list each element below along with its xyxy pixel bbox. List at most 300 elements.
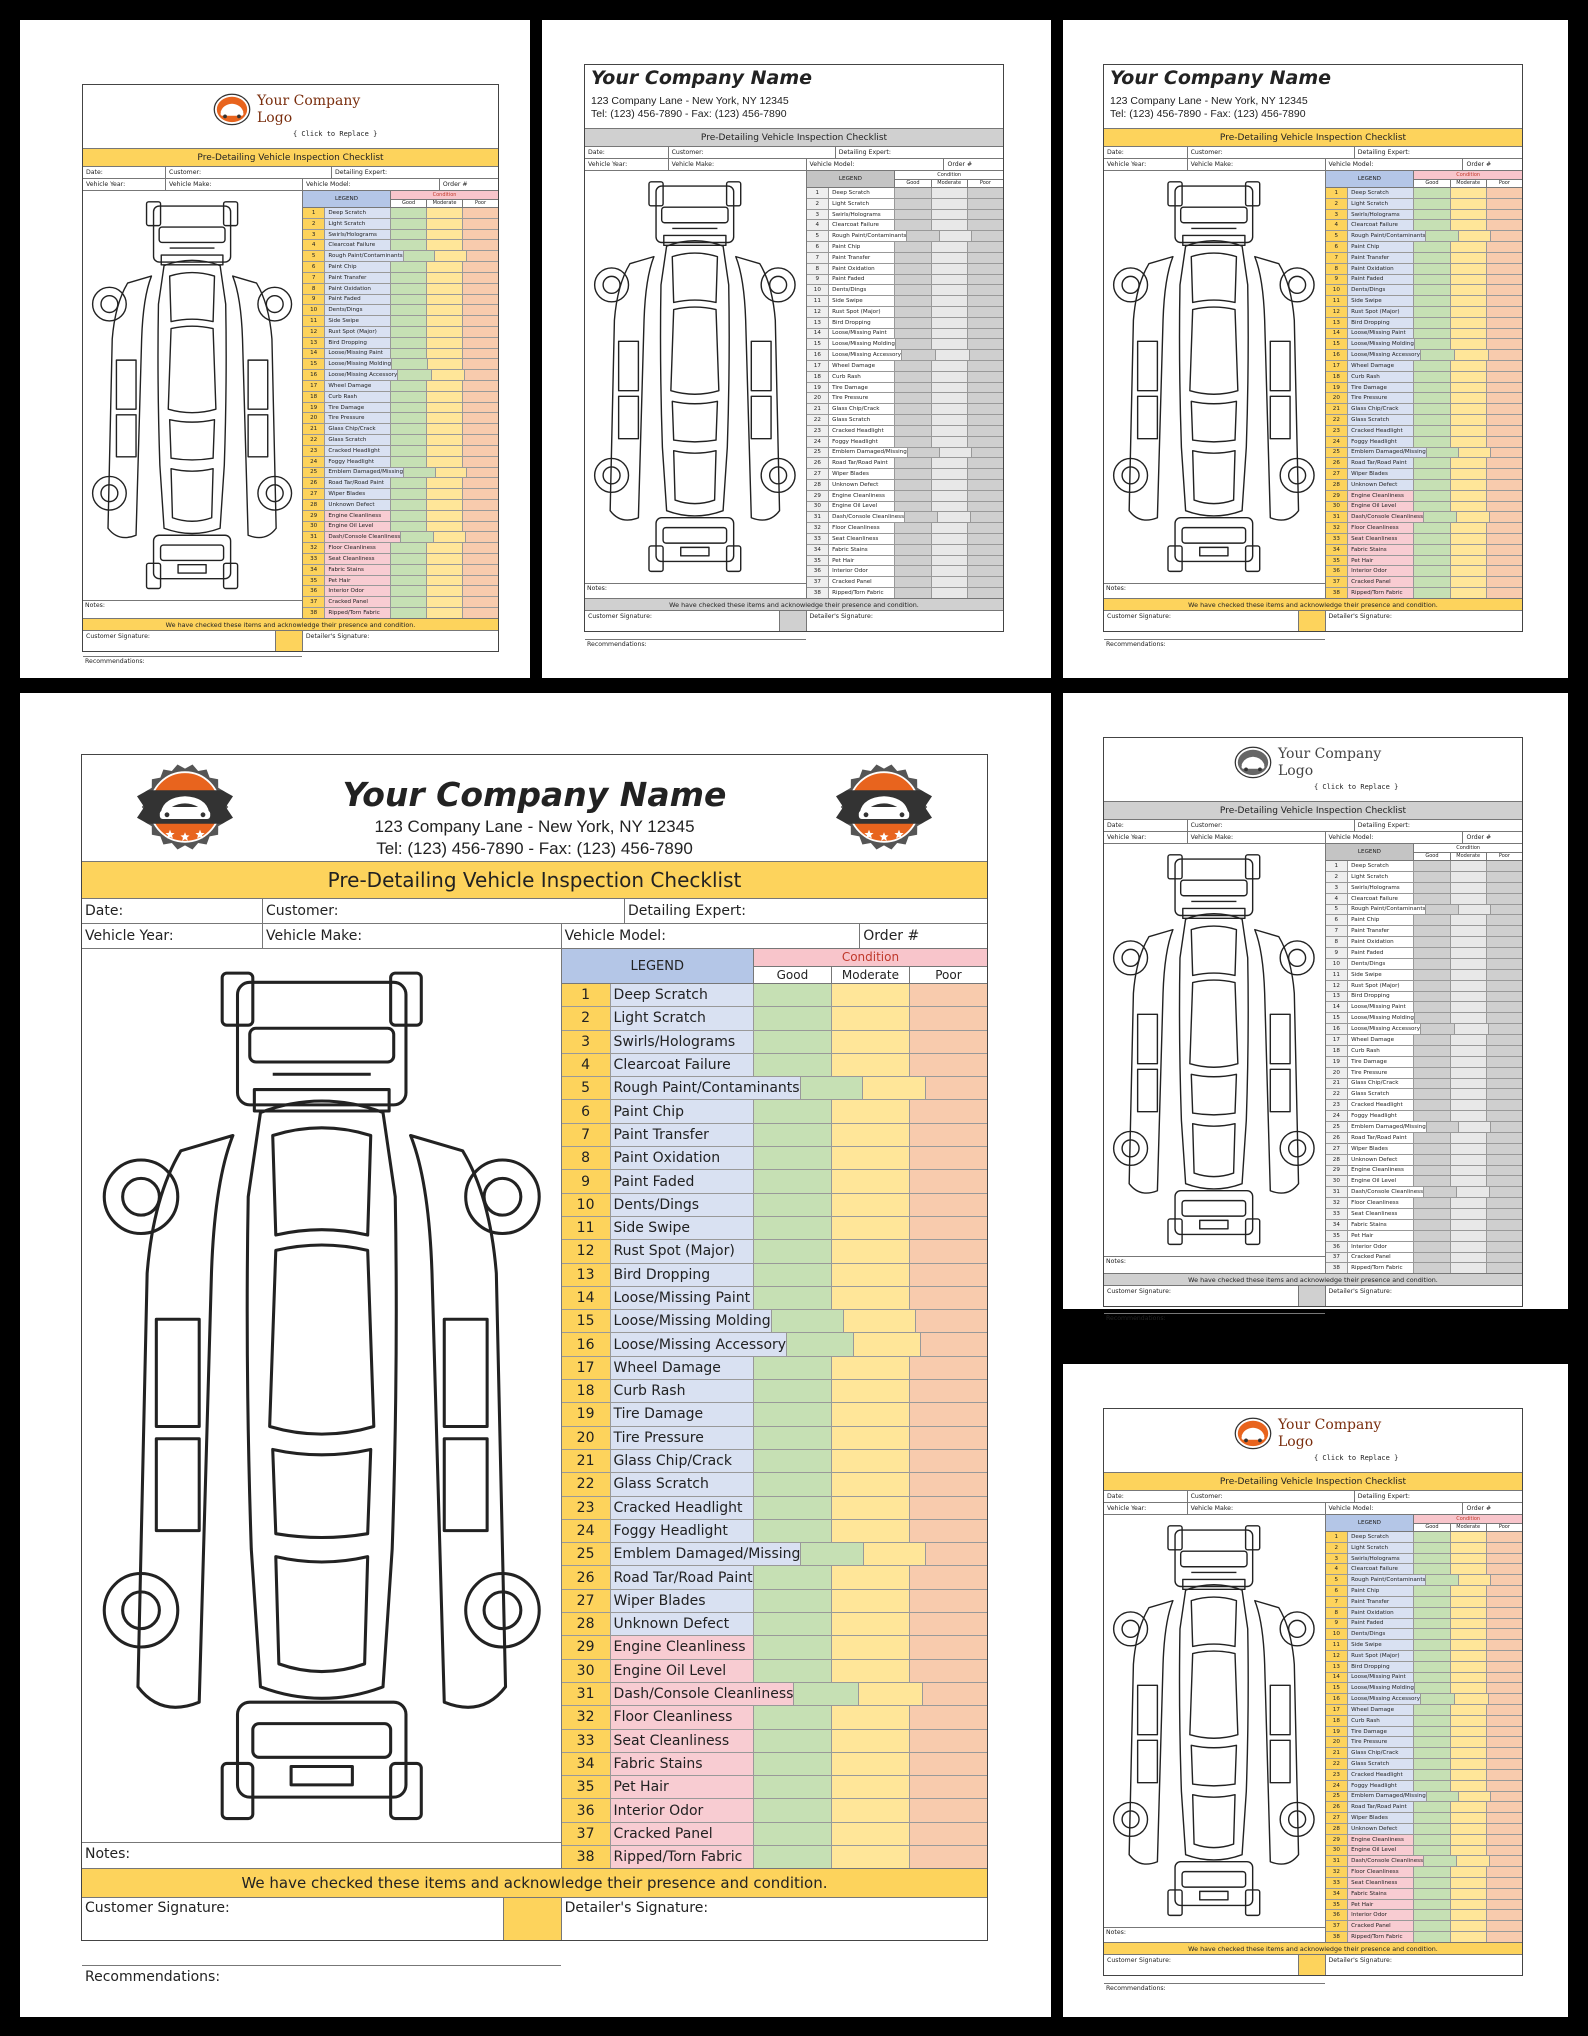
poor-checkbox[interactable] [1487, 372, 1522, 382]
good-checkbox[interactable] [895, 210, 931, 220]
poor-checkbox[interactable] [968, 556, 1003, 566]
moderate-checkbox[interactable] [832, 1170, 910, 1192]
good-checkbox[interactable] [907, 231, 939, 241]
poor-checkbox[interactable] [972, 448, 1003, 458]
good-checkbox[interactable] [391, 295, 427, 305]
good-checkbox[interactable] [1414, 393, 1450, 403]
poor-checkbox[interactable] [910, 1007, 987, 1029]
poor-checkbox[interactable] [968, 491, 1003, 501]
good-checkbox[interactable] [1414, 1813, 1450, 1823]
moderate-checkbox[interactable] [1451, 1651, 1487, 1661]
poor-checkbox[interactable] [465, 370, 498, 380]
poor-checkbox[interactable] [1487, 545, 1522, 555]
good-checkbox[interactable] [1414, 1716, 1450, 1726]
moderate-checkbox[interactable] [1455, 350, 1489, 360]
good-checkbox[interactable] [754, 1730, 832, 1752]
order-number-field[interactable] [440, 179, 498, 190]
moderate-checkbox[interactable] [1451, 264, 1487, 274]
moderate-checkbox[interactable] [1451, 588, 1487, 598]
moderate-checkbox[interactable] [1451, 383, 1487, 393]
poor-checkbox[interactable] [1487, 242, 1522, 252]
good-checkbox[interactable] [391, 478, 427, 488]
poor-checkbox[interactable] [1487, 220, 1522, 230]
poor-checkbox[interactable] [1489, 1694, 1522, 1704]
moderate-checkbox[interactable] [1459, 231, 1491, 241]
good-checkbox[interactable] [787, 1333, 854, 1355]
customer-field[interactable] [263, 899, 625, 923]
poor-checkbox[interactable] [1487, 307, 1522, 317]
good-checkbox[interactable] [1414, 1597, 1450, 1607]
good-checkbox[interactable] [754, 1100, 832, 1122]
good-checkbox[interactable] [1414, 1921, 1450, 1931]
poor-checkbox[interactable] [1487, 872, 1522, 882]
poor-checkbox[interactable] [463, 219, 498, 229]
vehicle-year-field[interactable] [1104, 159, 1188, 170]
moderate-checkbox[interactable] [1451, 491, 1487, 501]
good-checkbox[interactable] [754, 1217, 832, 1239]
moderate-checkbox[interactable] [1451, 1057, 1487, 1067]
moderate-checkbox[interactable] [1451, 970, 1487, 980]
good-checkbox[interactable] [1414, 1089, 1450, 1099]
poor-checkbox[interactable] [463, 327, 498, 337]
poor-checkbox[interactable] [463, 240, 498, 250]
moderate-checkbox[interactable] [1451, 1002, 1487, 1012]
poor-checkbox[interactable] [1487, 1253, 1522, 1263]
good-checkbox[interactable] [1414, 1209, 1450, 1219]
moderate-checkbox[interactable] [938, 512, 971, 522]
poor-checkbox[interactable] [1487, 1781, 1522, 1791]
poor-checkbox[interactable] [1487, 1759, 1522, 1769]
poor-checkbox[interactable] [1487, 1198, 1522, 1208]
moderate-checkbox[interactable] [1451, 426, 1487, 436]
good-checkbox[interactable] [1414, 894, 1450, 904]
good-checkbox[interactable] [895, 502, 931, 512]
moderate-checkbox[interactable] [435, 251, 467, 261]
good-checkbox[interactable] [1414, 872, 1450, 882]
moderate-checkbox[interactable] [427, 305, 463, 315]
poor-checkbox[interactable] [910, 1380, 987, 1402]
good-checkbox[interactable] [1414, 415, 1450, 425]
good-checkbox[interactable] [895, 480, 931, 490]
moderate-checkbox[interactable] [1451, 1705, 1487, 1715]
good-checkbox[interactable] [1414, 1057, 1450, 1067]
good-checkbox[interactable] [1414, 1673, 1450, 1683]
poor-checkbox[interactable] [1487, 577, 1522, 587]
moderate-checkbox[interactable] [427, 284, 463, 294]
poor-checkbox[interactable] [1487, 437, 1522, 447]
poor-checkbox[interactable] [910, 1450, 987, 1472]
moderate-checkbox[interactable] [932, 534, 968, 544]
moderate-checkbox[interactable] [1451, 577, 1487, 587]
poor-checkbox[interactable] [971, 512, 1003, 522]
moderate-checkbox[interactable] [940, 448, 972, 458]
poor-checkbox[interactable] [1487, 1662, 1522, 1672]
good-checkbox[interactable] [754, 1264, 832, 1286]
poor-checkbox[interactable] [1487, 981, 1522, 991]
moderate-checkbox[interactable] [1451, 480, 1487, 490]
good-checkbox[interactable] [895, 404, 931, 414]
good-checkbox[interactable] [905, 512, 938, 522]
poor-checkbox[interactable] [910, 1776, 987, 1798]
moderate-checkbox[interactable] [832, 1776, 910, 1798]
good-checkbox[interactable] [1414, 959, 1450, 969]
detailer-signature-field[interactable] [303, 631, 498, 651]
good-checkbox[interactable] [902, 350, 936, 360]
poor-checkbox[interactable] [1487, 1846, 1522, 1856]
moderate-checkbox[interactable] [832, 1660, 910, 1682]
moderate-checkbox[interactable] [1451, 1889, 1487, 1899]
poor-checkbox[interactable] [1487, 1619, 1522, 1629]
moderate-checkbox[interactable] [832, 1520, 910, 1542]
vehicle-model-field[interactable] [807, 159, 945, 170]
moderate-checkbox[interactable] [863, 1077, 925, 1099]
good-checkbox[interactable] [895, 393, 931, 403]
poor-checkbox[interactable] [1487, 1231, 1522, 1241]
good-checkbox[interactable] [754, 1357, 832, 1379]
moderate-checkbox[interactable] [1459, 1575, 1491, 1585]
good-checkbox[interactable] [1414, 199, 1450, 209]
poor-checkbox[interactable] [463, 543, 498, 553]
good-checkbox[interactable] [1427, 1122, 1459, 1132]
moderate-checkbox[interactable] [1451, 275, 1487, 285]
moderate-checkbox[interactable] [1451, 1608, 1487, 1618]
good-checkbox[interactable] [1424, 1856, 1457, 1866]
moderate-checkbox[interactable] [428, 359, 464, 369]
vehicle-model-field[interactable] [1326, 832, 1464, 843]
moderate-checkbox[interactable] [1451, 1716, 1487, 1726]
poor-checkbox[interactable] [910, 1753, 987, 1775]
moderate-checkbox[interactable] [1451, 1683, 1487, 1693]
good-checkbox[interactable] [1414, 1166, 1450, 1176]
moderate-checkbox[interactable] [932, 329, 968, 339]
moderate-checkbox[interactable] [1451, 253, 1487, 263]
good-checkbox[interactable] [391, 511, 427, 521]
good-checkbox[interactable] [801, 1543, 863, 1565]
moderate-checkbox[interactable] [832, 1287, 910, 1309]
recommendations-field[interactable] [82, 1965, 561, 1988]
moderate-checkbox[interactable] [932, 253, 968, 263]
poor-checkbox[interactable] [1487, 188, 1522, 198]
good-checkbox[interactable] [895, 318, 931, 328]
poor-checkbox[interactable] [466, 532, 498, 542]
good-checkbox[interactable] [391, 489, 427, 499]
poor-checkbox[interactable] [1487, 1878, 1522, 1888]
poor-checkbox[interactable] [1487, 534, 1522, 544]
poor-checkbox[interactable] [910, 1031, 987, 1053]
recommendations-field[interactable] [1104, 1313, 1325, 1323]
good-checkbox[interactable] [895, 588, 931, 598]
poor-checkbox[interactable] [968, 469, 1003, 479]
moderate-checkbox[interactable] [1451, 1770, 1487, 1780]
moderate-checkbox[interactable] [832, 1566, 910, 1588]
poor-checkbox[interactable] [463, 522, 498, 532]
poor-checkbox[interactable] [1487, 926, 1522, 936]
poor-checkbox[interactable] [1487, 1564, 1522, 1574]
moderate-checkbox[interactable] [1451, 926, 1487, 936]
poor-checkbox[interactable] [926, 1077, 987, 1099]
recommendations-field[interactable] [1104, 1983, 1325, 1993]
good-checkbox[interactable] [754, 1590, 832, 1612]
good-checkbox[interactable] [754, 1473, 832, 1495]
moderate-checkbox[interactable] [1451, 1835, 1487, 1845]
good-checkbox[interactable] [1414, 242, 1450, 252]
poor-checkbox[interactable] [968, 480, 1003, 490]
moderate-checkbox[interactable] [1451, 1802, 1487, 1812]
good-checkbox[interactable] [895, 199, 931, 209]
good-checkbox[interactable] [1414, 1889, 1450, 1899]
poor-checkbox[interactable] [968, 275, 1003, 285]
good-checkbox[interactable] [754, 1613, 832, 1635]
poor-checkbox[interactable] [968, 220, 1003, 230]
good-checkbox[interactable] [391, 424, 427, 434]
moderate-checkbox[interactable] [1451, 404, 1487, 414]
poor-checkbox[interactable] [968, 404, 1003, 414]
poor-checkbox[interactable] [910, 1170, 987, 1192]
poor-checkbox[interactable] [968, 188, 1003, 198]
moderate-checkbox[interactable] [940, 231, 972, 241]
poor-checkbox[interactable] [463, 262, 498, 272]
good-checkbox[interactable] [1414, 1532, 1450, 1542]
moderate-checkbox[interactable] [932, 372, 968, 382]
moderate-checkbox[interactable] [1451, 437, 1487, 447]
poor-checkbox[interactable] [1487, 296, 1522, 306]
moderate-checkbox[interactable] [932, 361, 968, 371]
moderate-checkbox[interactable] [1451, 981, 1487, 991]
good-checkbox[interactable] [1414, 318, 1450, 328]
poor-checkbox[interactable] [910, 1054, 987, 1076]
moderate-checkbox[interactable] [932, 199, 968, 209]
moderate-checkbox[interactable] [1451, 1253, 1487, 1263]
moderate-checkbox[interactable] [1455, 1694, 1489, 1704]
moderate-checkbox[interactable] [427, 392, 463, 402]
poor-checkbox[interactable] [910, 1823, 987, 1845]
poor-checkbox[interactable] [1487, 1932, 1522, 1942]
poor-checkbox[interactable] [970, 350, 1003, 360]
moderate-checkbox[interactable] [932, 556, 968, 566]
good-checkbox[interactable] [1414, 210, 1450, 220]
good-checkbox[interactable] [1414, 1705, 1450, 1715]
moderate-checkbox[interactable] [427, 230, 463, 240]
good-checkbox[interactable] [1414, 383, 1450, 393]
recommendations-field[interactable] [585, 639, 806, 649]
moderate-checkbox[interactable] [932, 458, 968, 468]
date-field[interactable] [1104, 1491, 1188, 1502]
good-checkbox[interactable] [908, 448, 940, 458]
poor-checkbox[interactable] [968, 393, 1003, 403]
moderate-checkbox[interactable] [1451, 872, 1487, 882]
good-checkbox[interactable] [754, 1706, 832, 1728]
good-checkbox[interactable] [1414, 1748, 1450, 1758]
poor-checkbox[interactable] [910, 1799, 987, 1821]
moderate-checkbox[interactable] [1451, 1846, 1487, 1856]
good-checkbox[interactable] [1414, 545, 1450, 555]
good-checkbox[interactable] [1414, 1242, 1450, 1252]
poor-checkbox[interactable] [968, 415, 1003, 425]
moderate-checkbox[interactable] [1451, 1759, 1487, 1769]
moderate-checkbox[interactable] [1451, 1640, 1487, 1650]
good-checkbox[interactable] [1415, 1013, 1451, 1023]
poor-checkbox[interactable] [1487, 959, 1522, 969]
poor-checkbox[interactable] [968, 253, 1003, 263]
good-checkbox[interactable] [391, 597, 427, 607]
good-checkbox[interactable] [391, 381, 427, 391]
good-checkbox[interactable] [1414, 1759, 1450, 1769]
good-checkbox[interactable] [1414, 1046, 1450, 1056]
good-checkbox[interactable] [1424, 1187, 1457, 1197]
good-checkbox[interactable] [895, 577, 931, 587]
good-checkbox[interactable] [391, 338, 427, 348]
vehicle-model-field[interactable] [303, 179, 440, 190]
good-checkbox[interactable] [754, 1660, 832, 1682]
poor-checkbox[interactable] [968, 264, 1003, 274]
moderate-checkbox[interactable] [832, 1613, 910, 1635]
poor-checkbox[interactable] [910, 1497, 987, 1519]
moderate-checkbox[interactable] [832, 1753, 910, 1775]
vehicle-make-field[interactable] [1188, 1503, 1326, 1514]
moderate-checkbox[interactable] [932, 577, 968, 587]
moderate-checkbox[interactable] [832, 1380, 910, 1402]
good-checkbox[interactable] [1414, 253, 1450, 263]
good-checkbox[interactable] [1414, 1231, 1450, 1241]
good-checkbox[interactable] [1426, 231, 1458, 241]
moderate-checkbox[interactable] [844, 1310, 916, 1332]
detailing-expert-field[interactable] [1355, 820, 1522, 831]
moderate-checkbox[interactable] [1451, 188, 1487, 198]
poor-checkbox[interactable] [910, 1147, 987, 1169]
poor-checkbox[interactable] [910, 1846, 987, 1868]
poor-checkbox[interactable] [1487, 970, 1522, 980]
good-checkbox[interactable] [1427, 1792, 1459, 1802]
moderate-checkbox[interactable] [1451, 545, 1487, 555]
good-checkbox[interactable] [391, 586, 427, 596]
moderate-checkbox[interactable] [1459, 1122, 1491, 1132]
good-checkbox[interactable] [754, 1007, 832, 1029]
moderate-checkbox[interactable] [932, 296, 968, 306]
poor-checkbox[interactable] [463, 435, 498, 445]
moderate-checkbox[interactable] [832, 1100, 910, 1122]
moderate-checkbox[interactable] [1451, 1662, 1487, 1672]
good-checkbox[interactable] [1421, 350, 1455, 360]
poor-checkbox[interactable] [467, 468, 498, 478]
date-field[interactable] [1104, 820, 1188, 831]
poor-checkbox[interactable] [463, 381, 498, 391]
poor-checkbox[interactable] [1487, 1683, 1522, 1693]
moderate-checkbox[interactable] [1451, 915, 1487, 925]
moderate-checkbox[interactable] [1451, 1111, 1487, 1121]
moderate-checkbox[interactable] [932, 566, 968, 576]
customer-field[interactable] [166, 167, 332, 178]
detailer-signature-field[interactable] [562, 1898, 987, 1940]
moderate-checkbox[interactable] [1451, 1781, 1487, 1791]
poor-checkbox[interactable] [463, 284, 498, 294]
vehicle-year-field[interactable] [83, 179, 166, 190]
good-checkbox[interactable] [1414, 220, 1450, 230]
customer-field[interactable] [1188, 820, 1355, 831]
poor-checkbox[interactable] [1487, 415, 1522, 425]
moderate-checkbox[interactable] [832, 984, 910, 1006]
poor-checkbox[interactable] [968, 502, 1003, 512]
moderate-checkbox[interactable] [932, 307, 968, 317]
poor-checkbox[interactable] [1487, 1716, 1522, 1726]
good-checkbox[interactable] [391, 403, 427, 413]
moderate-checkbox[interactable] [1451, 1878, 1487, 1888]
moderate-checkbox[interactable] [932, 285, 968, 295]
moderate-checkbox[interactable] [832, 1590, 910, 1612]
good-checkbox[interactable] [1414, 1878, 1450, 1888]
poor-checkbox[interactable] [1487, 937, 1522, 947]
moderate-checkbox[interactable] [1451, 883, 1487, 893]
poor-checkbox[interactable] [1487, 1640, 1522, 1650]
good-checkbox[interactable] [391, 349, 427, 359]
poor-checkbox[interactable] [968, 383, 1003, 393]
poor-checkbox[interactable] [1487, 1532, 1522, 1542]
good-checkbox[interactable] [1414, 1867, 1450, 1877]
good-checkbox[interactable] [772, 1310, 844, 1332]
moderate-checkbox[interactable] [1451, 1231, 1487, 1241]
moderate-checkbox[interactable] [1451, 861, 1487, 871]
good-checkbox[interactable] [754, 1799, 832, 1821]
poor-checkbox[interactable] [1489, 1024, 1522, 1034]
poor-checkbox[interactable] [463, 359, 498, 369]
moderate-checkbox[interactable] [427, 424, 463, 434]
poor-checkbox[interactable] [463, 608, 498, 618]
good-checkbox[interactable] [895, 253, 931, 263]
poor-checkbox[interactable] [1487, 1867, 1522, 1877]
good-checkbox[interactable] [391, 457, 427, 467]
moderate-checkbox[interactable] [832, 1007, 910, 1029]
moderate-checkbox[interactable] [832, 1823, 910, 1845]
moderate-checkbox[interactable] [1451, 992, 1487, 1002]
poor-checkbox[interactable] [1487, 1155, 1522, 1165]
good-checkbox[interactable] [1414, 1133, 1450, 1143]
moderate-checkbox[interactable] [932, 188, 968, 198]
good-checkbox[interactable] [1414, 1824, 1450, 1834]
good-checkbox[interactable] [1414, 970, 1450, 980]
moderate-checkbox[interactable] [1451, 296, 1487, 306]
poor-checkbox[interactable] [910, 1473, 987, 1495]
good-checkbox[interactable] [401, 532, 434, 542]
poor-checkbox[interactable] [1487, 556, 1522, 566]
poor-checkbox[interactable] [463, 565, 498, 575]
good-checkbox[interactable] [1414, 1846, 1450, 1856]
poor-checkbox[interactable] [1487, 1921, 1522, 1931]
moderate-checkbox[interactable] [432, 370, 466, 380]
poor-checkbox[interactable] [1491, 1122, 1522, 1132]
good-checkbox[interactable] [1414, 1629, 1450, 1639]
good-checkbox[interactable] [1414, 1900, 1450, 1910]
moderate-checkbox[interactable] [427, 457, 463, 467]
moderate-checkbox[interactable] [427, 219, 463, 229]
poor-checkbox[interactable] [1487, 1824, 1522, 1834]
moderate-checkbox[interactable] [832, 1124, 910, 1146]
moderate-checkbox[interactable] [427, 608, 463, 618]
moderate-checkbox[interactable] [1451, 329, 1487, 339]
moderate-checkbox[interactable] [832, 1264, 910, 1286]
moderate-checkbox[interactable] [1451, 1543, 1487, 1553]
good-checkbox[interactable] [1426, 905, 1458, 915]
good-checkbox[interactable] [1414, 1079, 1450, 1089]
moderate-checkbox[interactable] [864, 1543, 926, 1565]
good-checkbox[interactable] [391, 273, 427, 283]
moderate-checkbox[interactable] [1451, 894, 1487, 904]
good-checkbox[interactable] [895, 275, 931, 285]
good-checkbox[interactable] [1414, 861, 1450, 871]
good-checkbox[interactable] [895, 296, 931, 306]
good-checkbox[interactable] [391, 554, 427, 564]
moderate-checkbox[interactable] [1459, 905, 1491, 915]
good-checkbox[interactable] [754, 1846, 832, 1868]
moderate-checkbox[interactable] [1451, 1619, 1487, 1629]
